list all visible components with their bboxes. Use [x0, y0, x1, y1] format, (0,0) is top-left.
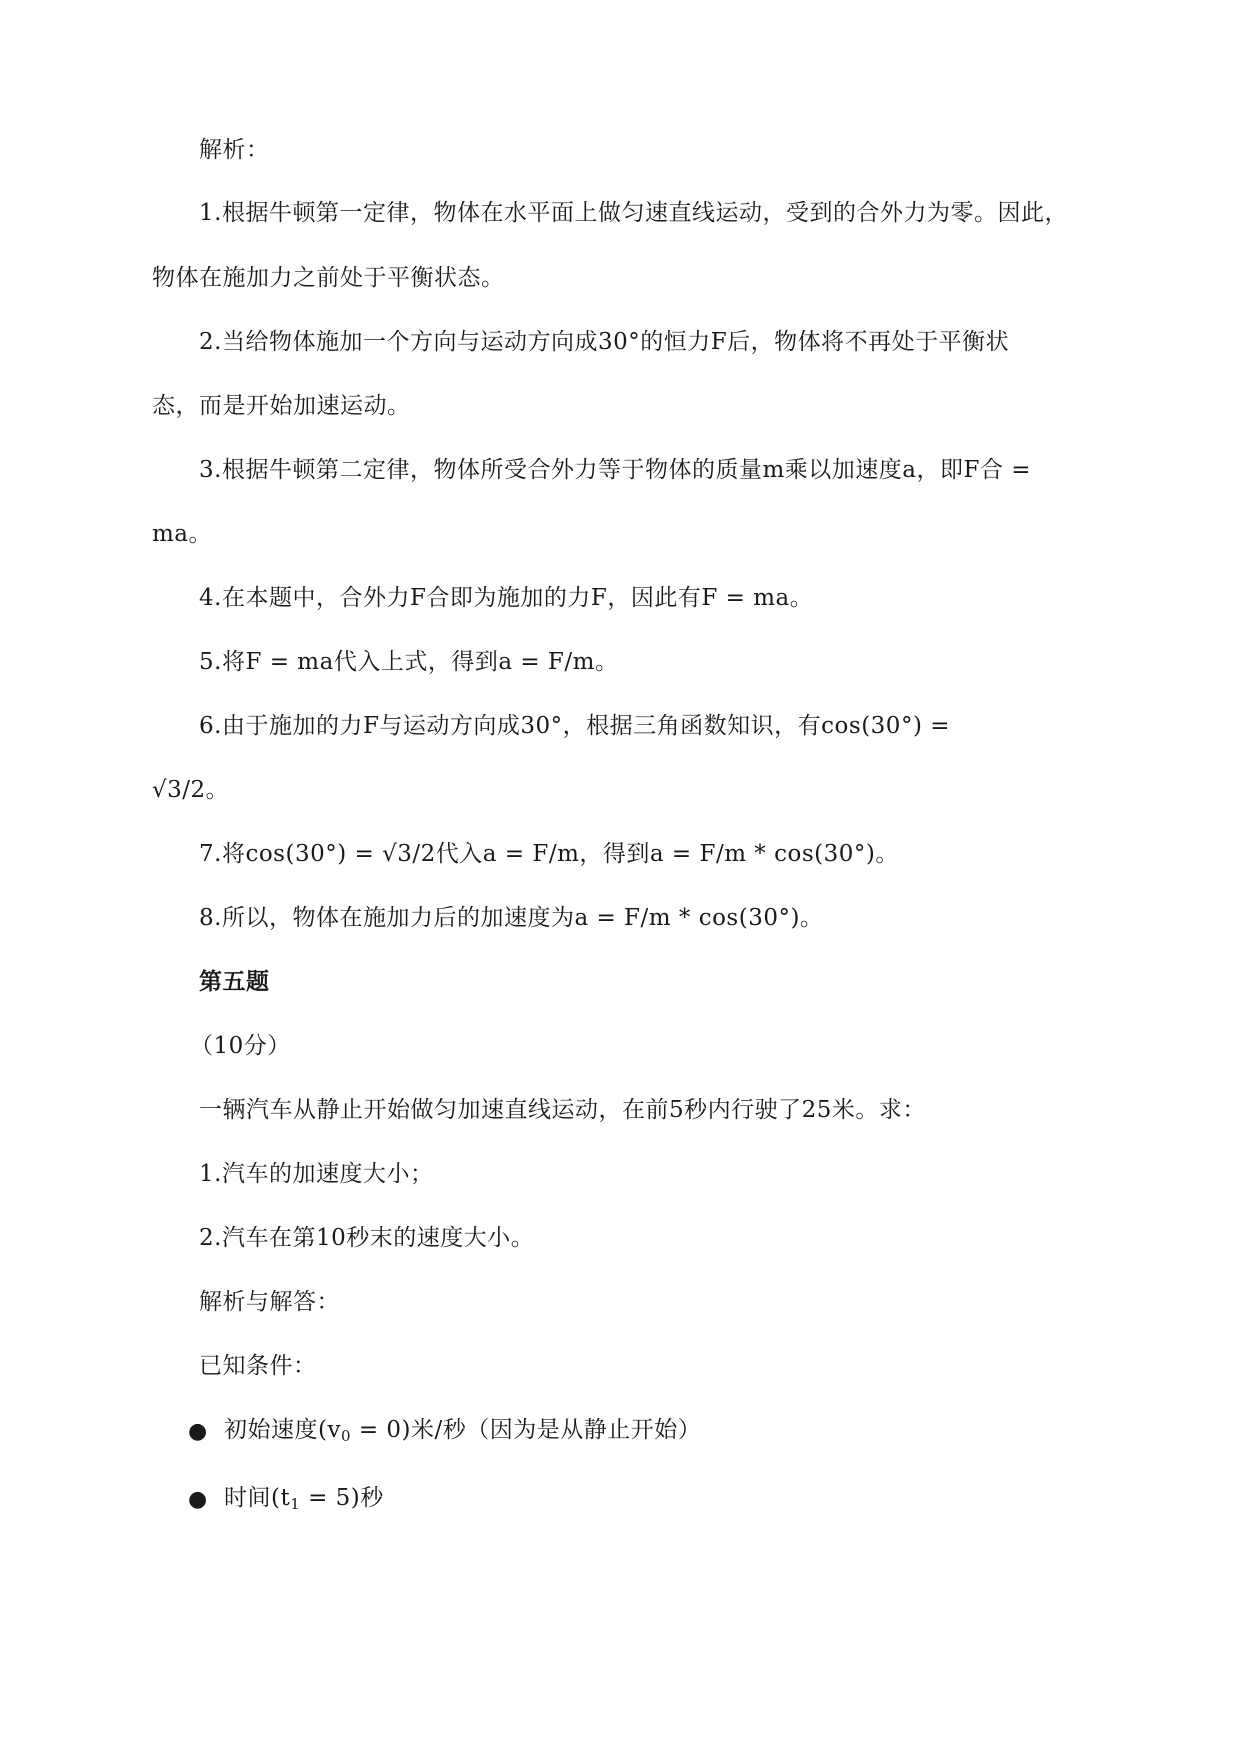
- bullet-dot: ●: [188, 1419, 208, 1444]
- bullet-dot: ●: [188, 1487, 208, 1512]
- analysis-point-5: 5.将F = ma代入上式，得到a = F/m。: [199, 649, 619, 675]
- analysis-point-2-line-2: 态，而是开始加速运动。: [152, 393, 411, 419]
- analysis-point-7: 7.将cos(30°) = √3/2代入a = F/m，得到a = F/m * cos(30°)。: [199, 841, 899, 867]
- analysis-point-1-line-2: 物体在施加力之前处于平衡状态。: [152, 265, 505, 291]
- known-condition-prefix: 时间(t: [224, 1485, 291, 1511]
- known-condition-subscript: 0: [340, 1427, 352, 1445]
- analysis-point-3-line-2: ma。: [152, 521, 213, 547]
- analysis-point-4: 4.在本题中，合外力F合即为施加的力F，因此有F = ma。: [199, 585, 814, 611]
- analysis-point-8: 8.所以，物体在施加力后的加速度为a = F/m * cos(30°)。: [199, 905, 824, 931]
- known-condition-time: [224, 1482, 384, 1514]
- analysis-point-3-line-1: 3.根据牛顿第二定律，物体所受合外力等于物体的质量m乘以加速度a，即F合 =: [199, 457, 1032, 483]
- question-5-title: 第五题: [199, 968, 270, 995]
- known-conditions-label: 已知条件：: [199, 1353, 317, 1379]
- question-5-score: （10分）: [190, 1033, 291, 1059]
- known-condition-suffix: 秒: [360, 1485, 384, 1511]
- known-condition-suffix: 米/秒（因为是从静止开始）: [411, 1417, 702, 1443]
- analysis-point-6-line-1: 6.由于施加的力F与运动方向成30°，根据三角函数知识，有cos(30°) =: [199, 713, 950, 739]
- known-condition-subscript: 1: [290, 1495, 301, 1513]
- known-condition-initial-velocity: [224, 1414, 701, 1446]
- question-5-stem: 一辆汽车从静止开始做匀加速直线运动，在前5秒内行驶了25米。求：: [199, 1097, 926, 1123]
- question-5-part-2: 2.汽车在第10秒末的速度大小。: [199, 1225, 535, 1251]
- analysis-point-1-line-1: 1.根据牛顿第一定律，物体在水平面上做匀速直线运动，受到的合外力为零。因此，: [199, 200, 1068, 226]
- solution-label: 解析与解答：: [199, 1289, 340, 1315]
- known-condition-prefix: 初始速度(v: [224, 1417, 341, 1443]
- analysis-point-6-line-2: √3/2。: [152, 777, 230, 803]
- analysis-label: 解析：: [199, 137, 270, 163]
- analysis-point-2-line-1: 2.当给物体施加一个方向与运动方向成30°的恒力F后，物体将不再处于平衡状: [199, 329, 1010, 355]
- known-condition-equation: = 0): [351, 1417, 412, 1443]
- question-5-part-1: 1.汽车的加速度大小；: [199, 1161, 434, 1187]
- known-condition-equation: = 5): [300, 1485, 361, 1511]
